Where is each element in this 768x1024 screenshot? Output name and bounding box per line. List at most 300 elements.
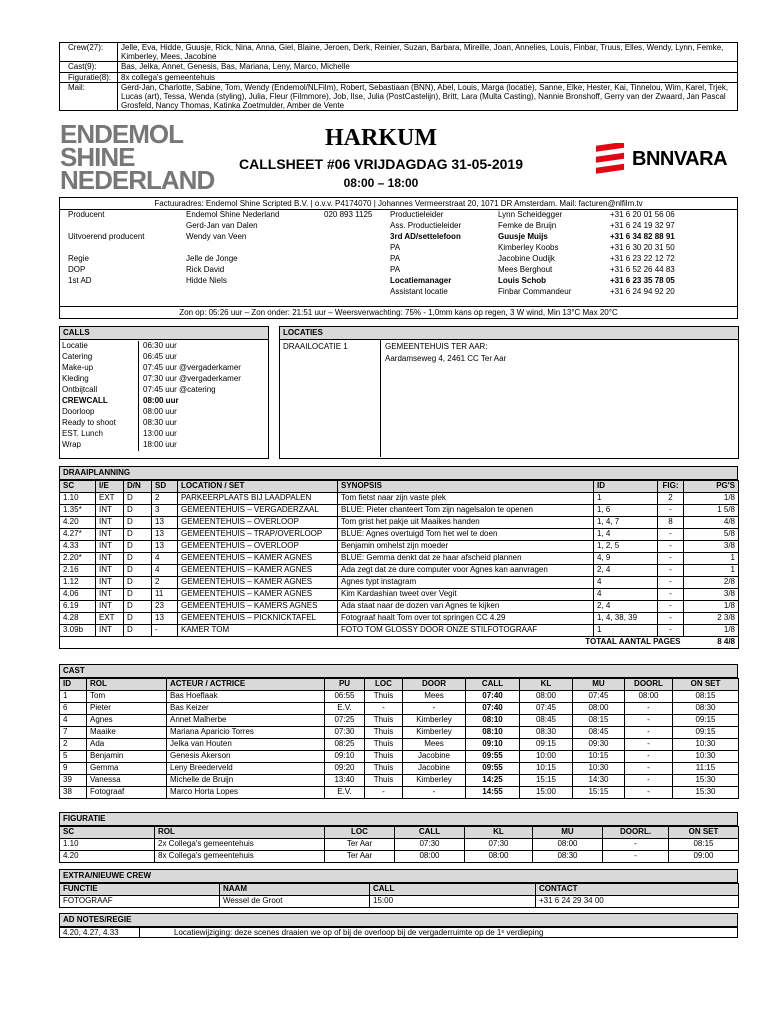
draaiplanning-row	[60, 625, 739, 637]
table-cell: Benjamin	[87, 751, 167, 763]
contact-role: PA	[390, 254, 401, 263]
ad-note-row	[60, 928, 738, 938]
billing-address: Factuuradres: Endemol Shine Scripted B.V. | o.v.v. P4174070 | Johannes Vermeerstraat 20, 1071 DR Amsterdam. Mail: facturen@nlfilm.tv	[60, 198, 737, 210]
figuratie-row	[60, 851, 739, 863]
column-header: SC	[60, 481, 96, 493]
call-label: Catering	[60, 352, 139, 363]
contact-row	[386, 210, 736, 221]
contact-phone	[320, 276, 384, 287]
table-cell: 3	[152, 505, 178, 517]
extra-crew-header: EXTRA/NIEUWE CREW	[59, 869, 738, 883]
table-cell: D	[124, 625, 152, 637]
table-cell: 4.28	[60, 613, 96, 625]
contact-role: PA	[390, 243, 401, 252]
column-header: CONTACT	[536, 884, 739, 896]
call-row	[60, 429, 268, 440]
contact-phone	[320, 243, 384, 254]
table-cell: -	[365, 703, 403, 715]
cast-row	[60, 715, 739, 727]
table-cell: Leny Breederveld	[167, 763, 325, 775]
contact-name: Jelle de Jonge	[186, 254, 238, 263]
table-cell: -	[403, 787, 466, 799]
table-cell: 8	[658, 517, 684, 529]
contact-row	[386, 221, 736, 232]
contact-role	[60, 243, 182, 254]
contact-name: Endemol Shine Nederland	[186, 210, 280, 219]
column-header: FIG:	[658, 481, 684, 493]
table-cell: 4, 9	[594, 553, 658, 565]
contact-row	[60, 243, 384, 254]
column-header: ID	[594, 481, 658, 493]
table-cell: 6.19	[60, 601, 96, 613]
table-cell: Kimberley	[403, 715, 466, 727]
table-cell: Thuis	[365, 715, 403, 727]
table-cell: 09:10	[466, 739, 520, 751]
contact-role: Productieleider	[390, 210, 444, 219]
column-header: D/N	[124, 481, 152, 493]
draaiplanning-header: DRAAIPLANNING	[59, 466, 738, 480]
table-cell: 08:30	[520, 727, 573, 739]
table-cell: Kim Kardashian tweet over Vegit	[338, 589, 594, 601]
table-cell: 1	[684, 565, 739, 577]
table-cell: Thuis	[365, 691, 403, 703]
table-cell: 15:30	[673, 787, 739, 799]
table-cell: 10:30	[673, 739, 739, 751]
table-cell: 2	[658, 493, 684, 505]
table-cell: 10:15	[573, 751, 625, 763]
column-header: ROL	[87, 679, 167, 691]
contact-phone: +31 6 24 19 32 97	[610, 221, 675, 230]
contact-role: Ass. Productieleider	[390, 221, 462, 230]
contact-row	[386, 232, 736, 243]
contact-row	[386, 254, 736, 265]
column-header: CALL	[370, 884, 536, 896]
table-cell: Agnes	[87, 715, 167, 727]
contact-row	[60, 210, 384, 221]
table-cell: -	[625, 763, 673, 775]
table-cell: 07:45	[520, 703, 573, 715]
table-cell: 2, 4	[594, 601, 658, 613]
table-cell: INT	[96, 601, 124, 613]
table-cell: Bas Hoeflaak	[167, 691, 325, 703]
contact-name: Wendy van Veen	[186, 232, 247, 241]
call-label: Locatie	[60, 341, 139, 352]
contact-role: PA	[390, 265, 401, 274]
table-cell: -	[658, 625, 684, 637]
table-cell: D	[124, 577, 152, 589]
column-header: ACTEUR / ACTRICE	[167, 679, 325, 691]
contact-block	[59, 197, 738, 319]
table-cell: Jacobine	[403, 751, 466, 763]
table-cell: Fotograaf	[87, 787, 167, 799]
bnnvara-logo: BNNVARA	[594, 143, 727, 175]
draaiplanning-row	[60, 493, 739, 505]
table-cell: Benjamin omhelst zijn moeder	[338, 541, 594, 553]
extra-crew-row	[60, 896, 739, 908]
table-cell: 1.35*	[60, 505, 96, 517]
table-cell: 4.33	[60, 541, 96, 553]
total-pages-value: 8 4/8	[684, 637, 739, 649]
table-cell: -	[625, 787, 673, 799]
call-time: 08:30 uur	[143, 418, 177, 427]
table-cell: -	[603, 851, 669, 863]
table-cell: 4	[594, 589, 658, 601]
table-cell: Gemma	[87, 763, 167, 775]
table-cell: -	[625, 739, 673, 751]
table-cell: 15:15	[573, 787, 625, 799]
ad-note-scenes: 4.20, 4.27, 4.33	[60, 928, 140, 938]
contact-row	[60, 276, 384, 287]
column-header: NAAM	[220, 884, 370, 896]
table-cell: 1/8	[684, 601, 739, 613]
call-time: 07:45 uur @catering	[143, 385, 216, 394]
call-time: 08:00 uur	[143, 407, 177, 416]
table-cell: -	[625, 751, 673, 763]
contact-row	[386, 276, 736, 287]
table-cell: Ter Aar	[325, 839, 395, 851]
table-cell: 1 5/8	[684, 505, 739, 517]
table-cell: Thuis	[365, 763, 403, 775]
contact-phone: +31 6 20 01 56 06	[610, 210, 675, 219]
table-cell: 08:15	[673, 691, 739, 703]
table-cell: 06:55	[325, 691, 365, 703]
table-cell: INT	[96, 589, 124, 601]
table-cell: 39	[60, 775, 87, 787]
contact-phone	[320, 265, 384, 276]
table-cell: GEMEENTEHUIS – KAMER AGNES	[178, 553, 338, 565]
table-cell: 10:15	[520, 763, 573, 775]
contact-row	[60, 254, 384, 265]
table-cell: INT	[96, 577, 124, 589]
table-cell: 08:10	[466, 715, 520, 727]
table-cell: -	[658, 529, 684, 541]
table-cell: Tom grist het pakje uit Maaikes handen	[338, 517, 594, 529]
contact-phone: +31 6 52 26 44 83	[610, 265, 675, 274]
table-cell: Annet Malherbe	[167, 715, 325, 727]
table-cell: -	[625, 715, 673, 727]
total-pages-label: TOTAAL AANTAL PAGES	[60, 637, 684, 649]
column-header: KL	[520, 679, 573, 691]
column-header: DOORL.	[603, 827, 669, 839]
table-cell: 4	[594, 577, 658, 589]
table-cell: Agnes typt instagram	[338, 577, 594, 589]
call-time: 07:45 uur @vergaderkamer	[143, 363, 241, 372]
table-cell: Tom	[87, 691, 167, 703]
table-cell: E.V.	[325, 703, 365, 715]
table-cell: 5/8	[684, 529, 739, 541]
call-row	[60, 385, 268, 396]
contact-row	[60, 265, 384, 276]
column-header: ID	[60, 679, 87, 691]
call-label: CREWCALL	[60, 396, 139, 407]
table-cell: 11:15	[673, 763, 739, 775]
table-cell: 4	[152, 553, 178, 565]
contact-row	[60, 221, 384, 232]
table-cell: 1.12	[60, 577, 96, 589]
table-cell: 1, 2, 5	[594, 541, 658, 553]
column-header: I/E	[96, 481, 124, 493]
call-row	[60, 363, 268, 374]
column-header: ON SET	[673, 679, 739, 691]
table-cell: -	[625, 775, 673, 787]
table-cell: 09:55	[466, 751, 520, 763]
table-cell: 08:45	[573, 727, 625, 739]
table-cell: BLUE: Gemma denkt dat ze haar afscheid plannen	[338, 553, 594, 565]
table-cell: 4.06	[60, 589, 96, 601]
extra-crew-column-headers	[60, 884, 739, 896]
table-cell: 2.16	[60, 565, 96, 577]
table-cell: 9	[60, 763, 87, 775]
contact-phone	[320, 232, 384, 243]
table-cell: Jacobine	[403, 763, 466, 775]
figuratie-row	[60, 839, 739, 851]
location-address: Aardamseweg 4, 2461 CC Ter Aar	[385, 354, 507, 363]
table-cell: -	[365, 787, 403, 799]
table-cell: -	[658, 577, 684, 589]
location-name: DRAAILOCATIE 1	[283, 342, 348, 351]
table-cell: 08:45	[520, 715, 573, 727]
cast-section	[59, 664, 738, 799]
table-cell: 10:30	[673, 751, 739, 763]
table-cell: Ada zegt dat ze dure computer voor Agnes kan aanvragen	[338, 565, 594, 577]
table-cell: 07:40	[466, 703, 520, 715]
dist-row-mail: Mail: Gerd-Jan, Charlotte, Sabine, Tom, Wendy (Endemol/NLFilm), Robert, Sebastiaan (BNN), Abel, Louis, Marga (locatie), Sanne, Elke, Hester, Kai, Tinnelou, Wim, Karel, Trjek, Lucas (art), Tessa, Wenda (styling), Julia, Fleur (Filmmore), Job, Ilse, Julia (PostCastelijn), Britt, Lara (Multa Casting), Nannie Bronshoff, Gerry van der Zwaard, Jan Pascal Grosfeld, Nancy Thomas, Katinka Zoetmulder, Amber de Vente	[60, 82, 738, 111]
column-header: DOOR	[403, 679, 466, 691]
table-cell: 4/8	[684, 517, 739, 529]
contact-phone	[320, 254, 384, 265]
table-cell: 2	[152, 493, 178, 505]
contact-name: Lynn Scheidegger	[498, 210, 563, 219]
table-cell: Bas Keizer	[167, 703, 325, 715]
table-cell: FOTO TOM GLOSSY DOOR ONZE STILFOTOGRAAF	[338, 625, 594, 637]
table-cell: GEMEENTEHUIS – KAMER AGNES	[178, 589, 338, 601]
cast-row	[60, 691, 739, 703]
table-cell: 2 3/8	[684, 613, 739, 625]
table-cell: 15:00	[520, 787, 573, 799]
table-cell: 38	[60, 787, 87, 799]
table-cell: 14:30	[573, 775, 625, 787]
table-cell: 08:25	[325, 739, 365, 751]
call-time: 06:45 uur	[143, 352, 177, 361]
table-cell: 09:15	[520, 739, 573, 751]
table-cell: Kimberley	[403, 775, 466, 787]
column-header: PG'S	[684, 481, 739, 493]
callsheet-subtitle: CALLSHEET #06 VRIJDAGDAG 31-05-2019	[239, 156, 523, 172]
shooting-hours: 08:00 – 18:00	[343, 176, 419, 190]
contact-row	[386, 287, 736, 298]
table-cell: 1.10	[60, 839, 155, 851]
table-cell: 09:55	[466, 763, 520, 775]
call-label: EST. Lunch	[60, 429, 139, 440]
table-cell: EXT	[96, 493, 124, 505]
call-row	[60, 396, 268, 407]
table-cell: 08:00	[520, 691, 573, 703]
contact-phone: +31 6 24 94 92 20	[610, 287, 675, 296]
call-label: Ready to shoot	[60, 418, 139, 429]
table-cell: -	[658, 565, 684, 577]
table-cell: Jelka van Houten	[167, 739, 325, 751]
figuratie-column-headers	[60, 827, 739, 839]
table-cell: 4.20	[60, 851, 155, 863]
column-header: LOC	[365, 679, 403, 691]
column-header: SC	[60, 827, 155, 839]
table-cell: INT	[96, 529, 124, 541]
table-cell: 2, 4	[594, 565, 658, 577]
ad-note-text: Locatiewijziging: deze scenes draaien we op of bij de overloop bij de vergaderruimte op de 1ᵉ verdieping	[140, 928, 738, 938]
table-cell: 09:15	[673, 727, 739, 739]
cast-column-headers	[60, 679, 739, 691]
call-row	[60, 374, 268, 385]
table-cell: 09:15	[673, 715, 739, 727]
call-time: 18:00 uur	[143, 440, 177, 449]
contact-phone	[320, 221, 384, 232]
table-cell: -	[603, 839, 669, 851]
table-cell: 10:30	[573, 763, 625, 775]
table-cell: 3/8	[684, 589, 739, 601]
contact-phone: +31 6 23 22 12 72	[610, 254, 675, 263]
table-cell: 1.10	[60, 493, 96, 505]
table-cell: GEMEENTEHUIS – TRAP/OVERLOOP	[178, 529, 338, 541]
draaiplanning-row	[60, 577, 739, 589]
column-header: FUNCTIE	[60, 884, 220, 896]
call-time: 07:30 uur @vergaderkamer	[143, 374, 241, 383]
table-cell: 2/8	[684, 577, 739, 589]
table-cell: +31 6 24 29 34 00	[536, 896, 739, 908]
weather-info: Zon op: 05:26 uur – Zon onder: 21:51 uur – Weersverwachting: 75% - 1,0mm kans op regen, 3 W wind, Min 13°C Max 20°C	[60, 306, 737, 318]
contact-role: 3rd AD/settelefoon	[390, 232, 461, 241]
table-cell: -	[658, 553, 684, 565]
contact-role: Locatiemanager	[390, 276, 452, 285]
table-cell: Marco Horta Lopes	[167, 787, 325, 799]
table-cell: 1	[594, 625, 658, 637]
table-cell: 2.20*	[60, 553, 96, 565]
contact-role	[60, 221, 182, 232]
contact-name: Louis Schob	[498, 276, 546, 285]
cast-row	[60, 739, 739, 751]
total-pages-row	[60, 637, 739, 649]
table-cell: 3.09b	[60, 625, 96, 637]
cast-header: CAST	[59, 664, 738, 678]
table-cell: -	[152, 625, 178, 637]
table-cell: INT	[96, 541, 124, 553]
contact-role: Assistant locatie	[390, 287, 448, 296]
call-time: 13:00 uur	[143, 429, 177, 438]
table-cell: 1	[60, 691, 87, 703]
table-cell: INT	[96, 565, 124, 577]
table-cell: 4	[60, 715, 87, 727]
table-cell: 1	[684, 553, 739, 565]
table-cell: D	[124, 529, 152, 541]
table-cell: GEMEENTEHUIS – KAMER AGNES	[178, 565, 338, 577]
table-cell: D	[124, 613, 152, 625]
cast-row	[60, 763, 739, 775]
table-cell: 09:30	[573, 739, 625, 751]
contact-role: Producent	[68, 210, 105, 219]
draaiplanning-row	[60, 517, 739, 529]
draaiplanning-row	[60, 529, 739, 541]
table-cell: INT	[96, 505, 124, 517]
table-cell: D	[124, 541, 152, 553]
contact-name: Gerd-Jan van Dalen	[186, 221, 258, 230]
draaiplanning-row	[60, 589, 739, 601]
table-cell: Pieter	[87, 703, 167, 715]
table-cell: 7	[60, 727, 87, 739]
table-cell: 08:00	[395, 851, 465, 863]
table-cell: -	[658, 589, 684, 601]
table-cell: 2	[152, 577, 178, 589]
table-cell: 13	[152, 613, 178, 625]
table-cell: 15:15	[520, 775, 573, 787]
table-cell: -	[403, 703, 466, 715]
table-cell: E.V.	[325, 787, 365, 799]
table-cell: Thuis	[365, 751, 403, 763]
table-cell: -	[625, 727, 673, 739]
table-cell: Fotograaf haalt Tom over tot springen CC 4.29	[338, 613, 594, 625]
table-cell: 1/8	[684, 625, 739, 637]
bnnvara-mark-icon	[594, 143, 626, 175]
table-cell: Thuis	[365, 739, 403, 751]
table-cell: Vanessa	[87, 775, 167, 787]
table-cell: 08:00	[625, 691, 673, 703]
table-cell: 09:20	[325, 763, 365, 775]
column-header: MU	[533, 827, 603, 839]
contact-name: Rick David	[186, 265, 225, 274]
call-time: 06:30 uur	[143, 341, 177, 350]
column-header: PU	[325, 679, 365, 691]
draaiplanning-row	[60, 601, 739, 613]
table-cell: FOTOGRAAF	[60, 896, 220, 908]
table-cell: 09:10	[325, 751, 365, 763]
table-cell: -	[658, 505, 684, 517]
table-cell: GEMEENTEHUIS – PICKNICKTAFEL	[178, 613, 338, 625]
contact-name	[182, 243, 320, 254]
column-header: MU	[573, 679, 625, 691]
call-label: Ontbijtcall	[60, 385, 139, 396]
contact-row	[386, 243, 736, 254]
draaiplanning-section	[59, 466, 738, 649]
table-cell: Mees	[403, 739, 466, 751]
column-header: CALL	[466, 679, 520, 691]
table-cell: 09:00	[669, 851, 739, 863]
table-cell: 13	[152, 517, 178, 529]
draaiplanning-row	[60, 541, 739, 553]
table-cell: GEMEENTEHUIS – OVERLOOP	[178, 541, 338, 553]
draaiplanning-row	[60, 553, 739, 565]
contacts-right	[386, 210, 736, 298]
contact-name: Finbar Commandeur	[498, 287, 572, 296]
table-cell: 1	[594, 493, 658, 505]
calls-section	[59, 326, 269, 459]
call-label: Wrap	[60, 440, 139, 451]
table-cell: Thuis	[365, 775, 403, 787]
table-cell: 08:00	[573, 703, 625, 715]
dist-row-cast: Cast(9): Bas, Jelka, Annet, Genesis, Bas, Mariana, Leny, Marco, Michelle	[60, 62, 738, 72]
location-place: GEMEENTEHUIS TER AAR:	[385, 342, 488, 351]
table-cell: D	[124, 589, 152, 601]
contact-name: Jacobine Oudijk	[498, 254, 555, 263]
contact-phone: 020 893 1125	[324, 210, 373, 219]
table-cell: 07:45	[573, 691, 625, 703]
table-cell: KAMER TOM	[178, 625, 338, 637]
draaiplanning-row	[60, 565, 739, 577]
figuratie-header: FIGURATIE	[59, 812, 738, 826]
table-cell: 13	[152, 541, 178, 553]
table-cell: Kimberley	[403, 727, 466, 739]
column-header: KL	[465, 827, 533, 839]
table-cell: PARKEERPLAATS BIJ LAADPALEN	[178, 493, 338, 505]
column-header: CALL	[395, 827, 465, 839]
table-cell: 08:30	[673, 703, 739, 715]
